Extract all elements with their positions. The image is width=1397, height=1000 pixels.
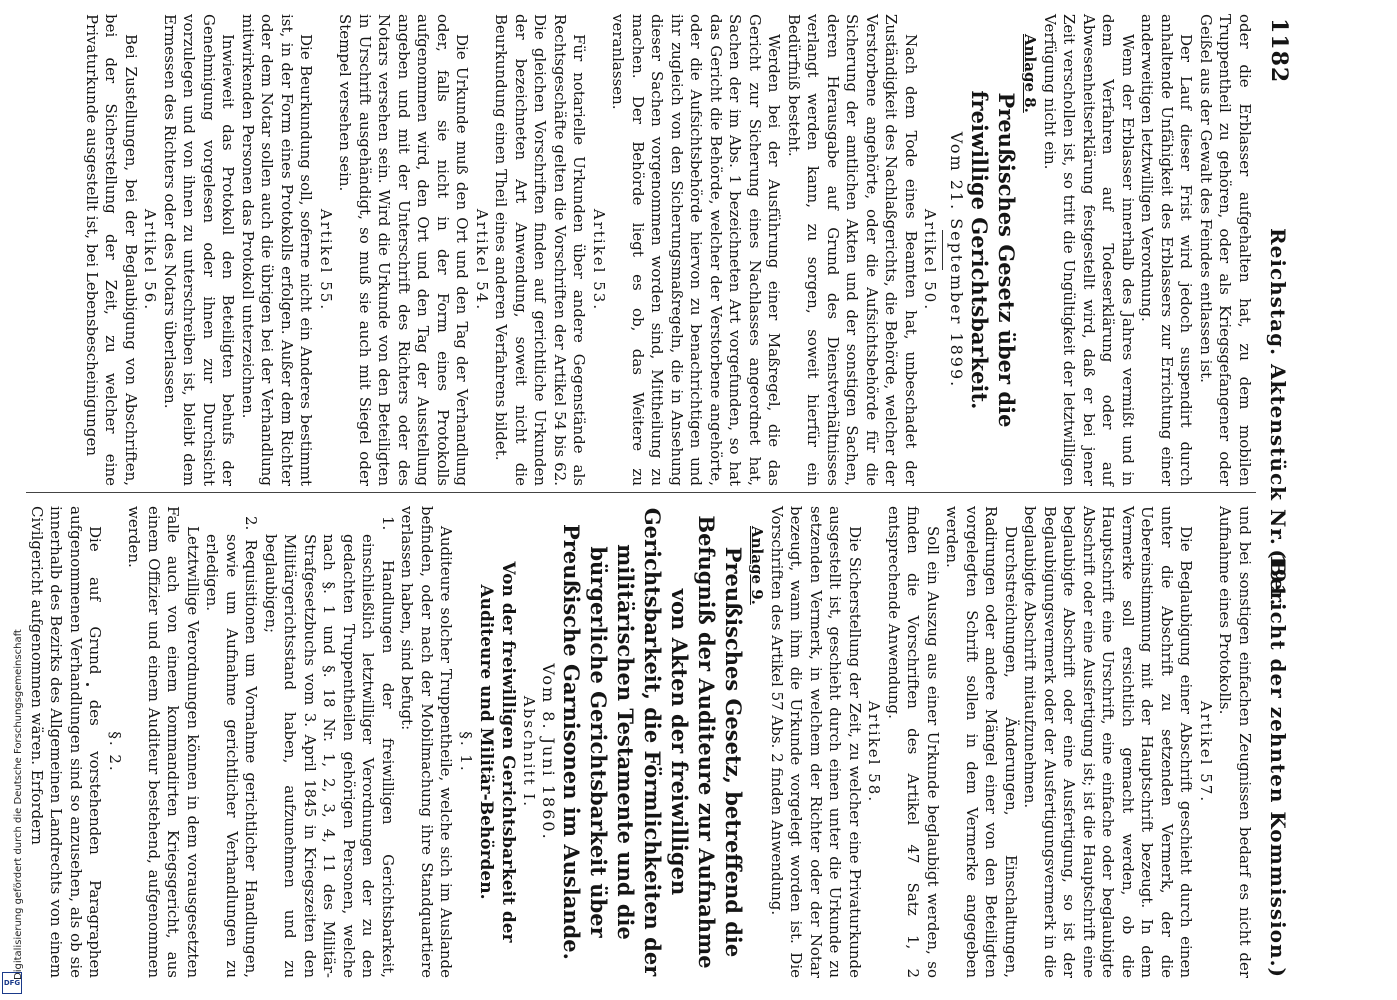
list-item: 2. Requisitionen um Vornahme gerichtlicher Handlungen, sowie um Aufnahme gerichtlicher Verhandlungen zu erledigen. [203,516,261,978]
anlage-heading: Anlage 9. [748,526,767,605]
paragraph: Auditeure solcher Truppentheile, welche sich im Auslande befinden, oder nach der Mobilmachung ihre Standquartiere verlassen haben, sind befugt: [398,506,456,978]
law-title: Preußisches Gesetz, betreffend die Befugniß der Auditeure zur Aufnahme von Akten der freiwilligen Gerichtsbarkeit, die Förmlichkeiten der militärischen Testamente und die bürgerliche Gerichtsbarkeit über Preußische Garnisonen im Auslande. [559,507,746,977]
numbered-list [202,506,397,978]
section-title: Von der freiwilligen Gerichtsbarkeit der Auditeure und Militär-Behörden. [476,561,518,943]
anlage-heading: Anlage 8. [1021,34,1040,113]
header-title: Reichstag. Aktenstück Nr. 191. [1266,228,1290,607]
paragraph: Die auf Grund des vorstehenden Paragraphen aufgenommenen Verhandlungen sind so anzusehen, als ob sie innerhalb des Bezirks des Allgemeinen Landrechts von einem Civilgericht aufgenommen wären. Erfordern [28,506,105,978]
paragraph: und bei sonstigen einfachen Zeugnissen bedarf es nicht der Aufnahme eines Protokolls. [1216,506,1254,978]
paragraph: Werden bei der Ausführung einer Maßregel, die das Gericht zur Sicherung eines Nachlasses angeordnet hat, Sachen der im Abs. 1 bezeichneten Art vorgefunden, so hat das Gericht die Behörde, welcher der Verstorbene angehörte, oder die Aufsichtsbehörde hiervon zu benachrichtigen und ihr zugleich von den Sicherungsmaßregeln, die in Ansehung dieser Sachen vorgenommen worden sind, Mittheilung zu machen. Der Behörde liegt es ob, das Weitere zu veranlassen. [609,14,784,486]
right-column [28,506,1254,978]
paragraph: Der Lauf dieser Frist wird jedoch suspendirt durch anhaltende Unfähigkeit des Erblassers zur Errichtung einer anderweitigen letztwilligen Verordnung. [1138,14,1196,486]
paragraph-mark: §. 2. [106,731,124,773]
paragraph: Die Beglaubigung einer Abschrift geschieht durch einen unter die Abschrift zu setzenden Vermerk, der die Uebereinstimmung mit der Hauptschrift bezeugt. In dem Vermerke soll ersichtlich gemacht werden, ob die Hauptschrift eine Urschrift, eine einfache oder beglaubigte Abschrift oder eine Ausfertigung ist; ist die Hauptschrift eine beglaubigte Abschrift oder eine Ausfertigung, so ist der Beglaubigungsvermerk oder der Ausfertigungsvermerk in die beglaubigte Abschrift mitaufzunehmen. [1021,506,1196,978]
paragraph: oder die Erblasser aufgehalten hat, zu dem mobilen Truppentheil zu gehören, oder als Kriegsgefangener oder Geißel aus der Gewalt des Feindes entlassen ist. [1197,14,1254,486]
paragraph-mark: §. 1. [457,731,475,773]
article-heading: Artikel 56. [141,208,160,312]
article-heading: Artikel 55. [317,208,335,312]
article-heading: Artikel 57. [1197,700,1215,804]
page-header [1264,18,1292,978]
section-heading: Abschnitt I. [520,695,539,809]
paragraph: Die Sicherstellung der Zeit, zu welcher eine Privaturkunde ausgestellt ist, geschieht durch einen unter die Urkunde zu setzenden Vermerk, in welchem der Richter oder der Notar bezeugt, wann ihm die Urkunde vorgelegt worden ist. Die Vorschriften des Artikel 57 Abs. 2 finden Anwendung. [768,506,864,978]
paragraph: Durchstreichungen, Änderungen, Einschaltungen, Radirungen oder andere Mängel einer von den Beteiligten vorgelegten Schrift sollen in dem Vermerke angegeben werden. [943,506,1020,978]
paragraph: Soll ein Auszug aus einer Urkunde beglaubigt werden, so finden die Vorschriften des Artikel 47 Satz 1, 2 entsprechende Anwendung. [885,506,942,978]
header-commission: (Bericht der zehnten Kommission.) [1266,549,1290,978]
paragraph: Bei Zustellungen, bei der Beglaubigung von Abschriften, bei der Sicherstellung der Zeit, zu welcher eine Privaturkunde ausgestellt ist, bei Lebensbescheinigungen [83,14,140,486]
paragraph: Inwieweit das Protokoll den Beteiligten behufs der Genehmigung vorgelesen oder ihnen zur Durchsicht vorzulegen und von ihnen zu unterschreiben ist, bleibt dem Ermessen des Richters oder des Notars überlassen. [161,14,238,486]
article-heading: Artikel 53. [590,208,608,312]
paragraph: Für notarielle Urkunden über andere Gegenstände als Rechtsgeschäfte gelten die Vorschriften der Artikel 54 bis 62. Die gleichen Vorschriften finden auf gerichtliche Urkunden der bezeichneten Art Anwendung, soweit nicht die Beurkundung einen Theil eines anderen Verfahrens bildet. [492,14,589,486]
dfg-logo-text: DFG [3,979,21,987]
law-date: Vom 8. Juni 1860. [539,663,558,841]
paragraph: Die Beurkundung soll, soferne nicht ein Anderes bestimmt ist, in der Form eines Protokolls erfolgen. Außer dem Richter oder dem Notar sollen auch die übrigen bei der Verhandlung mitwirkenden Personen das Protokoll unterzeichnen. [239,14,316,486]
article-heading: Artikel 58. [865,700,884,804]
paragraph: Letztwillige Verordnungen können in dem vorausgesetzten Falle auch von einem kommandirten Kriegsgericht, aus einem Offizier und einem Auditeur bestehend, aufgenommen werden. [125,506,202,978]
law-title: Preußisches Gesetz über die freiwillige Gerichtsbarkeit. [967,90,1019,428]
separator [943,230,944,270]
article-heading: Artikel 50. [921,208,940,312]
article-heading: Artikel 54. [473,208,491,312]
paragraph: Nach dem Tode eines Beamten hat, unbeschadet der Zuständigkeit des Nachlaßgerichts, die Behörde, welcher der Verstorbene angehörte, oder die Aufsichtsbehörde für die Sicherung der amtlichen Akten und der sonstigen Sachen, deren Herausgabe auf Grund des Dienstverhältnisses verlangt werden kann, zu sorgen, soweit hierfür ein Bedürfniß besteht. [785,14,920,486]
digitization-credit: Digitalisierung gefördert durch die Deutsche Forschungsgemeinschaft [13,629,24,980]
law-date: Vom 21. September 1899. [947,131,966,389]
page-number: 1182 [1266,18,1292,84]
paragraph: Die Urkunde muß den Ort und den Tag der Verhandlung oder, falls sie nicht in der Form eines Protokolls aufgenommen wird, den Ort und den Tag der Ausstellung angeben und mit der Unterschrift des Richters oder des Notars versehen sein. Wird die Urkunde von den Beteiligten in Urschrift ausgehändigt, so muß sie auch mit Siegel oder Stempel versehen sein. [336,14,472,486]
list-item: 1. Handlungen der freiwilligen Gerichtsbarkeit, einschließlich letztwilliger Verordnungen der zu den gedachten Truppentheilen gehörigen Personen, welche nach §. 1 und §. 18 Nr. 1, 2, 3, 4, 11 des Militär-Strafgesetzbuchs vom 3. April 1845 in Kriegszeiten den Militärgerichtsstand haben, aufzunehmen und zu beglaubigen; [262,516,397,978]
paragraph: Wenn der Erblasser innerhalb des Jahres vermißt und in dem Verfahren auf Todeserklärung oder auf Abwesenheitserklärung festgestellt wird, daß er bei jener Zeit verschollen ist, so tritt die Ungültigkeit der letztwilligen Verfügung nicht ein. [1041,14,1137,486]
left-column [34,14,1254,486]
column-divider [26,492,1256,493]
